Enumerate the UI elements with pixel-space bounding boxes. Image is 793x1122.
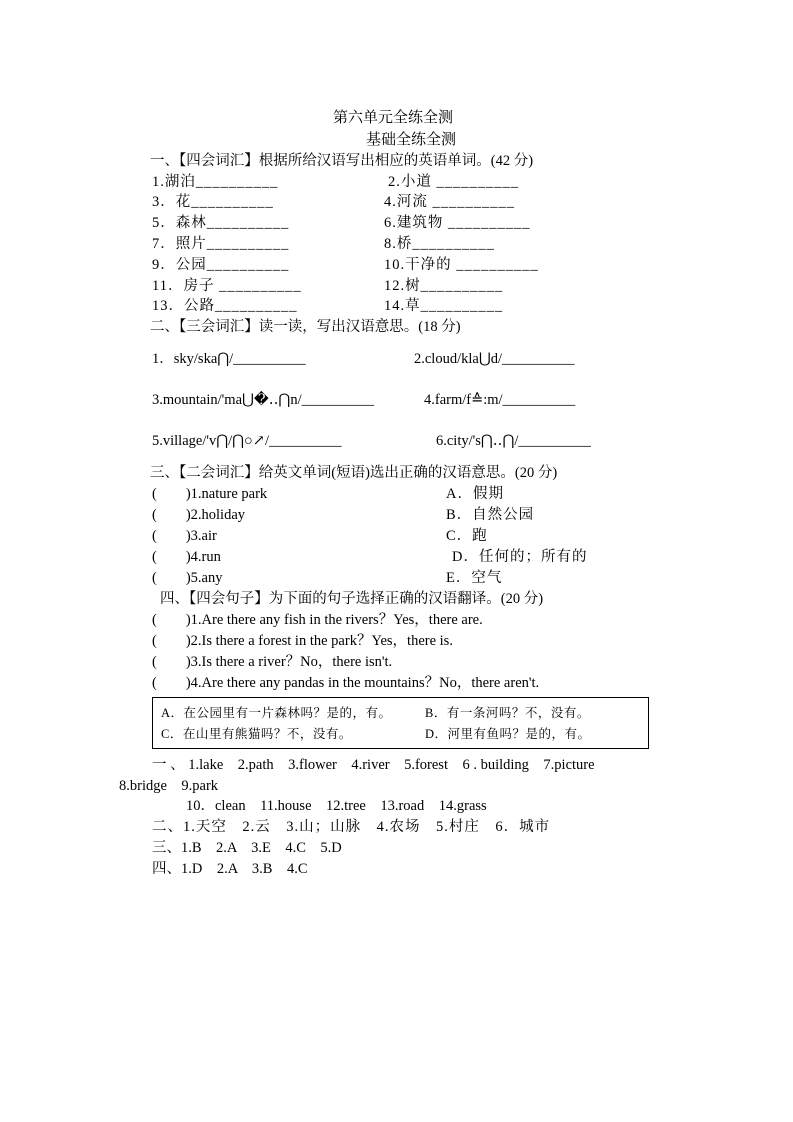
sentence-question: ( )2.Is there a forest in the park？Yes，there is. <box>152 633 453 649</box>
vocab-item: 8.桥__________ <box>384 236 495 252</box>
vocab-item: 6.建筑物 __________ <box>384 215 531 231</box>
translation-option: B．有一条河吗？不，没有。 <box>425 706 590 720</box>
translation-option: D．河里有鱼吗？是的，有。 <box>425 727 591 741</box>
match-question: ( )4.run <box>152 549 221 565</box>
match-option: C．跑 <box>446 528 488 544</box>
phonetic-item: 3.mountain/'ma⋃�‥⋂n/__________ <box>152 392 375 408</box>
match-option: B．自然公园 <box>446 507 535 523</box>
sentence-question: ( )1.Are there any fish in the rivers？Yes，there are. <box>152 612 483 628</box>
sentence-question: ( )3.Is there a river？No，there isn't. <box>152 654 393 670</box>
vocab-item: 1.湖泊__________ <box>152 174 279 190</box>
phonetic-item: 2.cloud/kla⋃d/__________ <box>414 351 575 367</box>
page-title: 第六单元全练全测 <box>333 110 454 126</box>
vocab-item: 4.河流 __________ <box>384 194 515 210</box>
sentence-question: ( )4.Are there any pandas in the mountains？No，there aren't. <box>152 675 540 691</box>
match-question: ( )1.nature park <box>152 486 268 502</box>
vocab-item: 2.小道 __________ <box>388 174 519 190</box>
section1-heading: 一、【四会词汇】根据所给汉语写出相应的英语单词。(42 分) <box>150 153 534 169</box>
vocab-item: 3．花__________ <box>152 194 274 210</box>
vocab-item: 5．森林__________ <box>152 215 290 231</box>
match-question: ( )3.air <box>152 528 217 544</box>
answer-line: 一 、 1.lake 2.path 3.flower 4.river 5.forest 6 . building 7.picture <box>152 757 595 773</box>
answer-line: 10．clean 11.house 12.tree 13.road 14.grass <box>186 798 487 814</box>
answer-line: 8.bridge 9.park <box>119 778 219 794</box>
vocab-item: 9．公园__________ <box>152 257 290 273</box>
phonetic-item: 5.village/'v⋂/⋂○↗/__________ <box>152 433 342 449</box>
answer-line: 三、1.B 2.A 3.E 4.C 5.D <box>152 840 342 856</box>
section4-heading: 四、【四会句子】为下面的句子选择正确的汉语翻译。(20 分) <box>160 591 544 607</box>
page-subtitle: 基础全练全测 <box>366 132 457 148</box>
vocab-item: 11．房子 __________ <box>152 278 302 294</box>
translation-options-box <box>152 697 649 749</box>
vocab-item: 10.干净的 __________ <box>384 257 539 273</box>
vocab-item: 14.草__________ <box>384 298 504 314</box>
translation-option: A．在公园里有一片森林吗？是的，有。 <box>161 706 392 720</box>
vocab-item: 7．照片__________ <box>152 236 290 252</box>
phonetic-item: 6.city/'s⋂‥⋂/__________ <box>436 433 591 449</box>
answer-line: 二、1.天空 2.云 3.山；山脉 4.农场 5.村庄 6．城市 <box>152 819 551 835</box>
translation-option: C．在山里有熊猫吗？不，没有。 <box>161 727 352 741</box>
section3-heading: 三、【二会词汇】给英文单词(短语)选出正确的汉语意思。(20 分) <box>150 465 558 481</box>
section2-heading: 二、【三会词汇】读一读，写出汉语意思。(18 分) <box>150 319 461 335</box>
match-option: A．假期 <box>446 486 504 502</box>
phonetic-item: 1．sky/ska⋂/__________ <box>152 351 306 367</box>
vocab-item: 12.树__________ <box>384 278 504 294</box>
match-option: E．空气 <box>446 570 503 586</box>
vocab-item: 13．公路__________ <box>152 298 298 314</box>
phonetic-item: 4.farm/f≙:m/__________ <box>424 392 576 408</box>
match-question: ( )2.holiday <box>152 507 246 523</box>
match-option: D．任何的；所有的 <box>452 549 588 565</box>
answer-line: 四、1.D 2.A 3.B 4.C <box>152 861 308 877</box>
match-question: ( )5.any <box>152 570 223 586</box>
